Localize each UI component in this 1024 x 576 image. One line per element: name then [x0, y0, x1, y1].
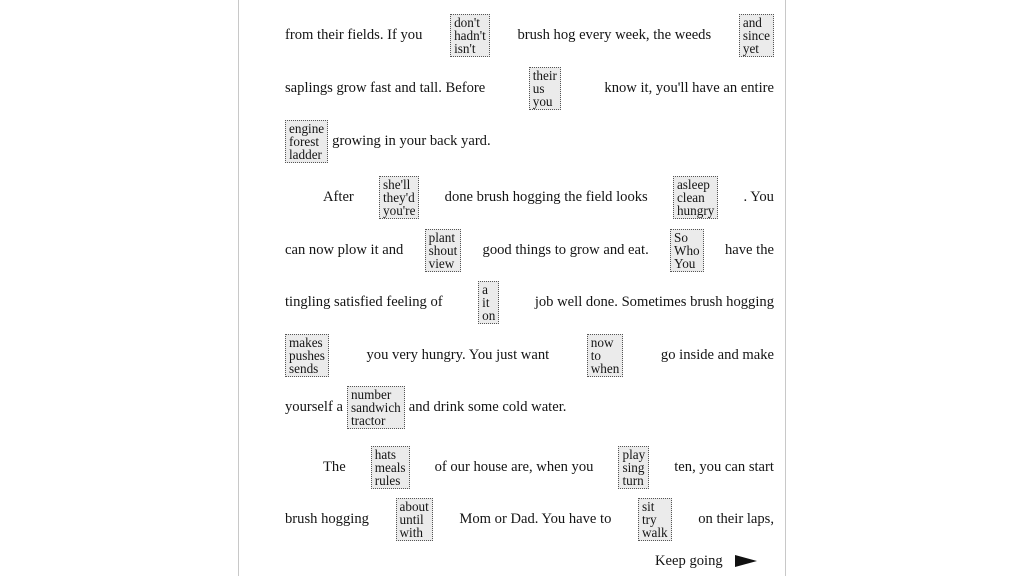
word-option[interactable]: sandwich — [350, 399, 401, 415]
story-text: brush hog every week, the weeds — [517, 26, 712, 43]
word-option[interactable]: forest — [289, 133, 320, 149]
word-option[interactable]: try — [641, 511, 657, 527]
story-line-5 — [285, 226, 774, 274]
story-text: go inside and make — [660, 346, 774, 363]
word-choice-box — [529, 67, 561, 110]
word-option[interactable]: pushes — [289, 347, 325, 363]
word-option[interactable]: she'll — [383, 176, 411, 192]
word-choice-box — [396, 498, 433, 541]
word-choice-box — [670, 229, 704, 272]
keep-going-label: Keep going — [655, 552, 723, 569]
word-choice-box — [673, 176, 718, 219]
word-option[interactable]: and — [742, 14, 762, 30]
story-text: After — [323, 188, 354, 205]
word-choice-box — [379, 176, 419, 219]
story-text: Mom or Dad. You have to — [459, 510, 612, 527]
story-line-7 — [285, 331, 774, 379]
story-line-1 — [285, 11, 774, 59]
story-text: tingling satisfied feeling of — [285, 293, 443, 310]
word-choice-box — [478, 281, 499, 324]
keep-going-button[interactable] — [655, 552, 757, 570]
word-option[interactable]: play — [622, 446, 646, 462]
story-text: yourself a — [285, 398, 343, 415]
word-option[interactable]: engine — [289, 120, 325, 136]
word-option[interactable]: sit — [641, 498, 655, 514]
word-option[interactable]: meals — [374, 459, 406, 475]
story-text: growing in your back yard. — [332, 132, 491, 149]
word-option[interactable]: yet — [742, 40, 759, 56]
story-line-8 — [285, 383, 774, 431]
word-option[interactable]: Who — [674, 242, 700, 258]
story-text: and drink some cold water. — [408, 398, 567, 415]
word-choice-box — [450, 14, 490, 57]
story-line-2 — [285, 64, 774, 112]
story-line-6 — [285, 278, 774, 326]
word-option[interactable]: since — [742, 27, 770, 43]
story-text: saplings grow fast and tall. Before — [285, 79, 486, 96]
word-choice-box — [587, 334, 624, 377]
word-option[interactable]: you — [532, 93, 553, 109]
word-option[interactable]: sends — [289, 360, 319, 376]
story-line-4 — [285, 173, 774, 221]
story-text: done brush hogging the field looks — [444, 188, 648, 205]
page-left-edge — [238, 0, 239, 576]
word-option[interactable]: a — [482, 281, 489, 297]
word-option[interactable]: clean — [676, 189, 705, 205]
word-option[interactable]: until — [399, 511, 424, 527]
story-text: . You — [743, 188, 774, 205]
story-text: from their fields. If you — [285, 26, 423, 43]
word-choice-box — [371, 446, 410, 489]
word-option[interactable]: sing — [622, 459, 645, 475]
word-option[interactable]: don't — [454, 14, 480, 30]
story-text: brush hogging — [285, 510, 369, 527]
word-choice-box — [285, 120, 328, 163]
right-arrow-icon — [735, 555, 757, 567]
word-option[interactable]: shout — [428, 242, 458, 258]
word-option[interactable]: tractor — [350, 412, 386, 428]
word-option[interactable]: ladder — [289, 146, 322, 162]
story-text: good things to grow and eat. — [482, 241, 649, 258]
story-text: can now plow it and — [285, 241, 404, 258]
word-option[interactable]: rules — [374, 472, 401, 488]
word-choice-box — [347, 386, 405, 429]
story-text: on their laps, — [698, 510, 774, 527]
page-right-edge — [785, 0, 786, 576]
word-option[interactable]: when — [590, 360, 620, 376]
story-text: you very hungry. You just want — [366, 346, 550, 363]
word-option[interactable]: us — [532, 80, 545, 96]
word-choice-box — [618, 446, 649, 489]
word-option[interactable]: it — [482, 294, 490, 310]
word-option[interactable]: number — [350, 386, 392, 402]
story-text: ten, you can start — [674, 458, 774, 475]
word-option[interactable]: walk — [641, 524, 668, 540]
word-option[interactable]: you're — [383, 202, 416, 218]
word-option[interactable]: their — [532, 67, 557, 83]
word-option[interactable]: they'd — [383, 189, 415, 205]
story-text: job well done. Sometimes brush hogging — [534, 293, 774, 310]
story-line-10 — [285, 495, 774, 543]
word-option[interactable]: on — [482, 307, 496, 323]
story-text: of our house are, when you — [434, 458, 594, 475]
word-option[interactable]: with — [399, 524, 423, 540]
word-option[interactable]: hats — [374, 446, 396, 462]
word-option[interactable]: asleep — [676, 176, 710, 192]
word-option[interactable]: now — [590, 334, 614, 350]
story-text: know it, you'll have an entire — [604, 79, 774, 96]
story-text: The — [323, 458, 346, 475]
word-option[interactable]: about — [399, 498, 429, 514]
word-option[interactable]: makes — [289, 334, 323, 350]
word-option[interactable]: hungry — [676, 202, 715, 218]
word-choice-box — [425, 229, 462, 272]
word-option[interactable]: to — [590, 347, 602, 363]
word-choice-box — [285, 334, 329, 377]
word-option[interactable]: You — [674, 255, 696, 271]
word-choice-box — [638, 498, 672, 541]
story-line-9 — [285, 443, 774, 491]
story-line-3 — [285, 117, 774, 165]
word-option[interactable]: turn — [622, 472, 644, 488]
word-option[interactable]: plant — [428, 229, 456, 245]
word-choice-box — [739, 14, 774, 57]
word-option[interactable]: isn't — [454, 40, 476, 56]
story-text: have the — [724, 241, 774, 258]
word-option[interactable]: hadn't — [454, 27, 486, 43]
word-option[interactable]: So — [674, 229, 688, 245]
word-option[interactable]: view — [428, 255, 455, 271]
